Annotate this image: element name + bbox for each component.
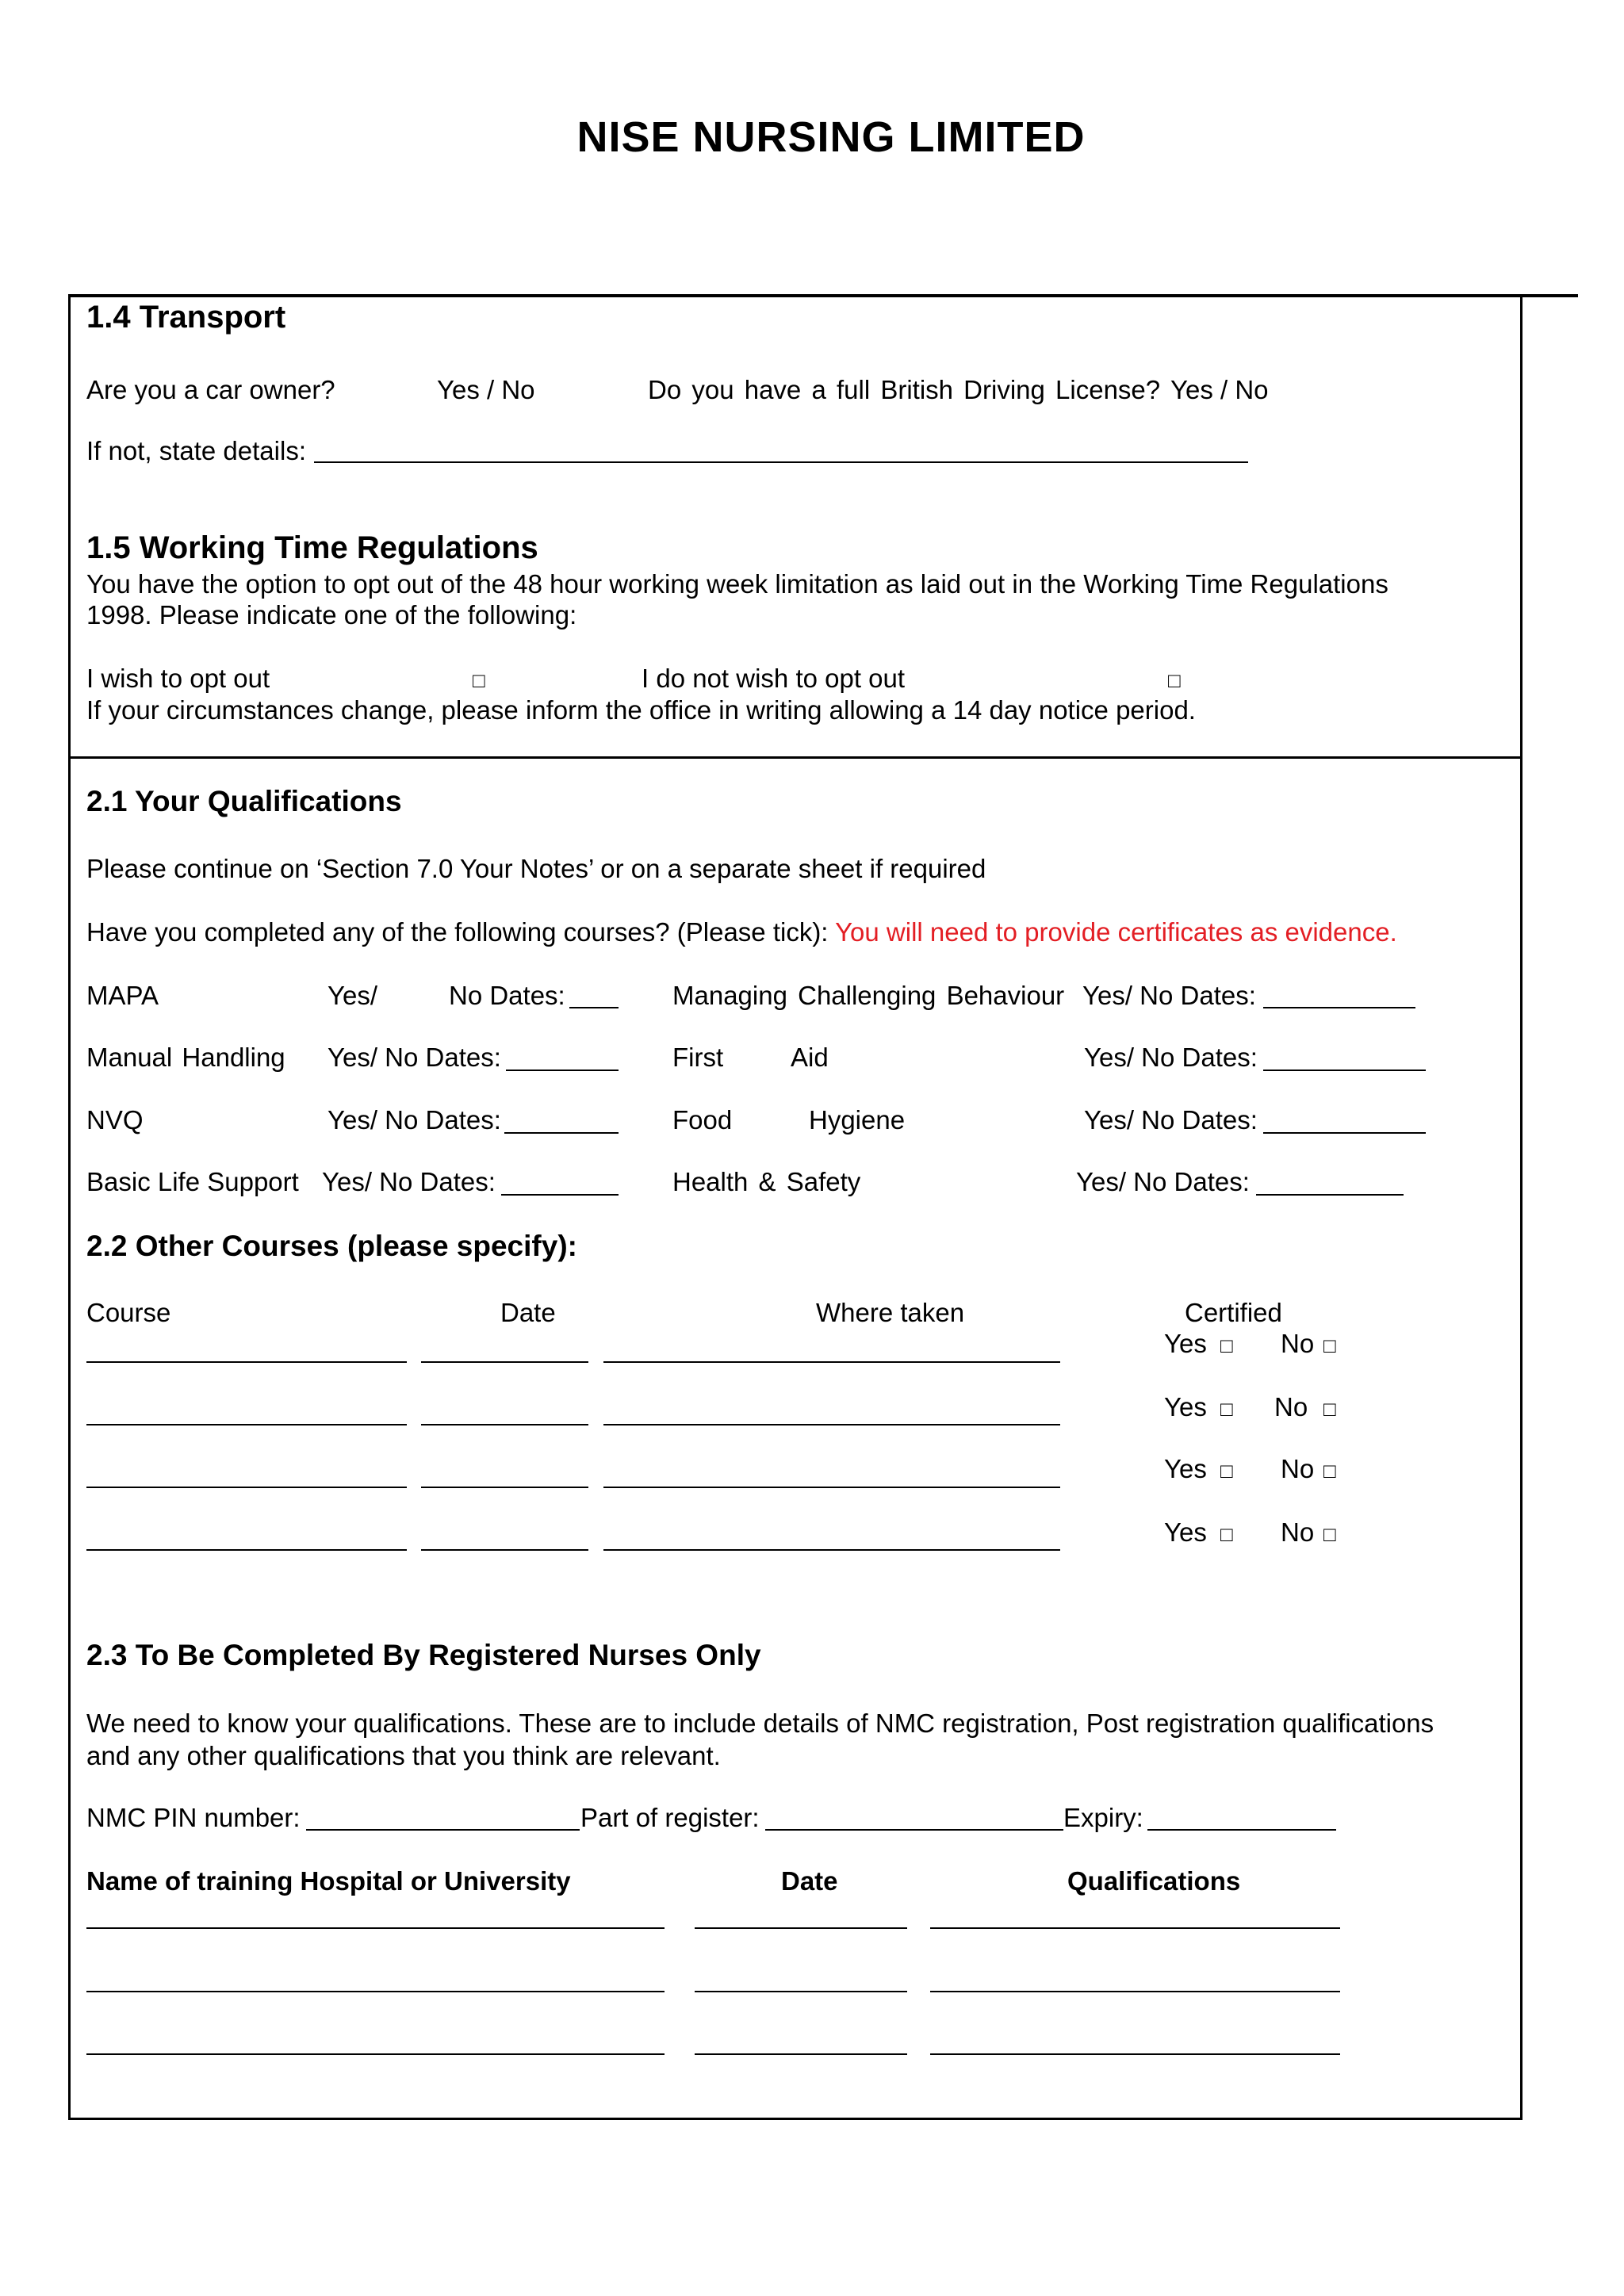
part-of-register-label: Part of register:	[580, 1803, 760, 1832]
no-opt-out-checkbox[interactable]: □	[1168, 668, 1181, 692]
certified-no-checkbox[interactable]: □	[1323, 1334, 1336, 1357]
certified-yes-checkbox[interactable]: □	[1220, 1334, 1233, 1357]
qualification-line[interactable]	[930, 2053, 1340, 2055]
course-opts-mapa[interactable]: Yes/	[327, 981, 378, 1010]
courses-question-warning: You will need to provide certificates as evidence.	[835, 917, 1397, 947]
qualifications-heading: 2.1 Your Qualifications	[86, 785, 402, 817]
wtr-paragraph-line1: You have the option to opt out of the 48 hour working week limitation as laid out in the Working Time Regulations	[86, 569, 1388, 599]
where-line[interactable]	[603, 1424, 1060, 1425]
certified-yes-checkbox[interactable]: □	[1220, 1522, 1233, 1546]
details-line[interactable]	[314, 461, 1248, 463]
course-line[interactable]	[86, 1361, 407, 1363]
col-where-taken: Where taken	[816, 1298, 965, 1327]
date-line-manual-handling[interactable]	[506, 1070, 619, 1071]
certified-yes-label: Yes	[1164, 1329, 1207, 1358]
col-date: Date	[500, 1298, 556, 1327]
page-title: NISE NURSING LIMITED	[576, 113, 1086, 161]
date-line-nvq[interactable]	[504, 1132, 619, 1134]
continue-note: Please continue on ‘Section 7.0 Your Notes’ or on a separate sheet if required	[86, 854, 986, 883]
certified-no-label: No	[1281, 1517, 1315, 1547]
course-opts-nvq[interactable]: Yes/ No Dates:	[327, 1105, 501, 1135]
qualification-line[interactable]	[930, 1927, 1340, 1929]
certified-yes-label: Yes	[1164, 1392, 1207, 1422]
course-opts-bls[interactable]: Yes/ No Dates:	[322, 1167, 496, 1196]
col-certified: Certified	[1185, 1298, 1282, 1327]
hospital-line[interactable]	[86, 1927, 665, 1929]
where-line[interactable]	[603, 1361, 1060, 1363]
nmc-pin-label: NMC PIN number:	[86, 1803, 301, 1832]
certified-no-checkbox[interactable]: □	[1323, 1459, 1336, 1483]
date-line-first-aid[interactable]	[1263, 1070, 1426, 1071]
certified-no-label: No	[1281, 1329, 1315, 1358]
registered-paragraph-line1: We need to know your qualifications. These are to include details of NMC registration, Post registration qualifications	[86, 1709, 1434, 1738]
date-line[interactable]	[421, 1487, 588, 1488]
qualification-line[interactable]	[930, 1991, 1340, 1992]
training-date-line[interactable]	[695, 2053, 907, 2055]
license-options[interactable]: Yes / No	[1170, 375, 1269, 404]
course-name-mapa: MAPA	[86, 981, 159, 1010]
course-name-mcb: Managing Challenging Behaviour	[672, 981, 1065, 1010]
course-line[interactable]	[86, 1487, 407, 1488]
license-question: Do you have a full British Driving License?	[648, 375, 1161, 404]
date-line-food-hygiene[interactable]	[1263, 1132, 1426, 1134]
course-name-bls: Basic Life Support	[86, 1167, 299, 1196]
course-name-nvq: NVQ	[86, 1105, 144, 1135]
course-name-food: Food	[672, 1105, 733, 1135]
car-owner-options[interactable]: Yes / No	[437, 375, 535, 404]
certified-yes-label: Yes	[1164, 1517, 1207, 1547]
where-line[interactable]	[603, 1487, 1060, 1488]
certified-yes-label: Yes	[1164, 1454, 1207, 1483]
no-opt-out-label: I do not wish to opt out	[642, 664, 906, 693]
course-name-health-safety: Health & Safety	[672, 1167, 861, 1196]
registered-paragraph-line2: and any other qualifications that you think are relevant.	[86, 1741, 721, 1770]
expiry-line[interactable]	[1147, 1829, 1336, 1831]
course-opts-food-hygiene[interactable]: Yes/ No Dates:	[1084, 1105, 1258, 1135]
certified-no-label: No	[1274, 1392, 1308, 1422]
date-line-health-safety[interactable]	[1256, 1194, 1404, 1196]
certified-no-checkbox[interactable]: □	[1323, 1397, 1336, 1421]
course-opts-health-safety[interactable]: Yes/ No Dates:	[1076, 1167, 1250, 1196]
course-name-first: First	[672, 1043, 724, 1072]
certified-yes-checkbox[interactable]: □	[1220, 1459, 1233, 1483]
opt-out-checkbox[interactable]: □	[473, 668, 485, 692]
course-opts-first-aid[interactable]: Yes/ No Dates:	[1084, 1043, 1258, 1072]
expiry-label: Expiry:	[1063, 1803, 1143, 1832]
wtr-heading: 1.5 Working Time Regulations	[86, 530, 538, 565]
wtr-paragraph-line2: 1998. Please indicate one of the following:	[86, 600, 577, 629]
course-opts-manual-handling[interactable]: Yes/ No Dates:	[327, 1043, 501, 1072]
courses-question-text: Have you completed any of the following courses? (Please tick):	[86, 917, 829, 947]
course-name-hygiene: Hygiene	[809, 1105, 906, 1135]
course-name-aid: Aid	[791, 1043, 829, 1072]
date-line[interactable]	[421, 1549, 588, 1551]
date-line-bls[interactable]	[501, 1194, 619, 1196]
course-name-manual-handling: Manual Handling	[86, 1043, 285, 1072]
col-training-qualifications: Qualifications	[1067, 1866, 1241, 1896]
course-opts-mcb[interactable]: Yes/ No Dates:	[1082, 981, 1256, 1010]
part-of-register-line[interactable]	[765, 1829, 1063, 1831]
section-box-qualifications	[68, 756, 1522, 2120]
other-courses-heading: 2.2 Other Courses (please specify):	[86, 1230, 577, 1262]
date-line-mapa[interactable]	[569, 1007, 619, 1008]
car-owner-question: Are you a car owner?	[86, 375, 335, 404]
date-line[interactable]	[421, 1361, 588, 1363]
col-course: Course	[86, 1298, 171, 1327]
date-line-mcb[interactable]	[1263, 1007, 1415, 1008]
certified-no-label: No	[1281, 1454, 1315, 1483]
col-training-hospital: Name of training Hospital or University	[86, 1866, 571, 1896]
where-line[interactable]	[603, 1549, 1060, 1551]
certified-yes-checkbox[interactable]: □	[1220, 1397, 1233, 1421]
course-line[interactable]	[86, 1549, 407, 1551]
transport-heading: 1.4 Transport	[86, 300, 286, 335]
certified-no-checkbox[interactable]: □	[1323, 1522, 1336, 1546]
courses-question	[86, 917, 1397, 947]
hospital-line[interactable]	[86, 1991, 665, 1992]
hospital-line[interactable]	[86, 2053, 665, 2055]
date-line[interactable]	[421, 1424, 588, 1425]
opt-out-label: I wish to opt out	[86, 664, 270, 693]
registered-heading: 2.3 To Be Completed By Registered Nurses Only	[86, 1639, 761, 1671]
nmc-pin-line[interactable]	[306, 1829, 580, 1831]
notice-text: If your circumstances change, please inform the office in writing allowing a 14 day notice period.	[86, 695, 1196, 725]
training-date-line[interactable]	[695, 1927, 907, 1929]
course-dates-mapa: No Dates:	[449, 981, 565, 1010]
training-date-line[interactable]	[695, 1991, 907, 1992]
col-training-date: Date	[781, 1866, 838, 1896]
details-label: If not, state details:	[86, 436, 306, 465]
course-line[interactable]	[86, 1424, 407, 1425]
